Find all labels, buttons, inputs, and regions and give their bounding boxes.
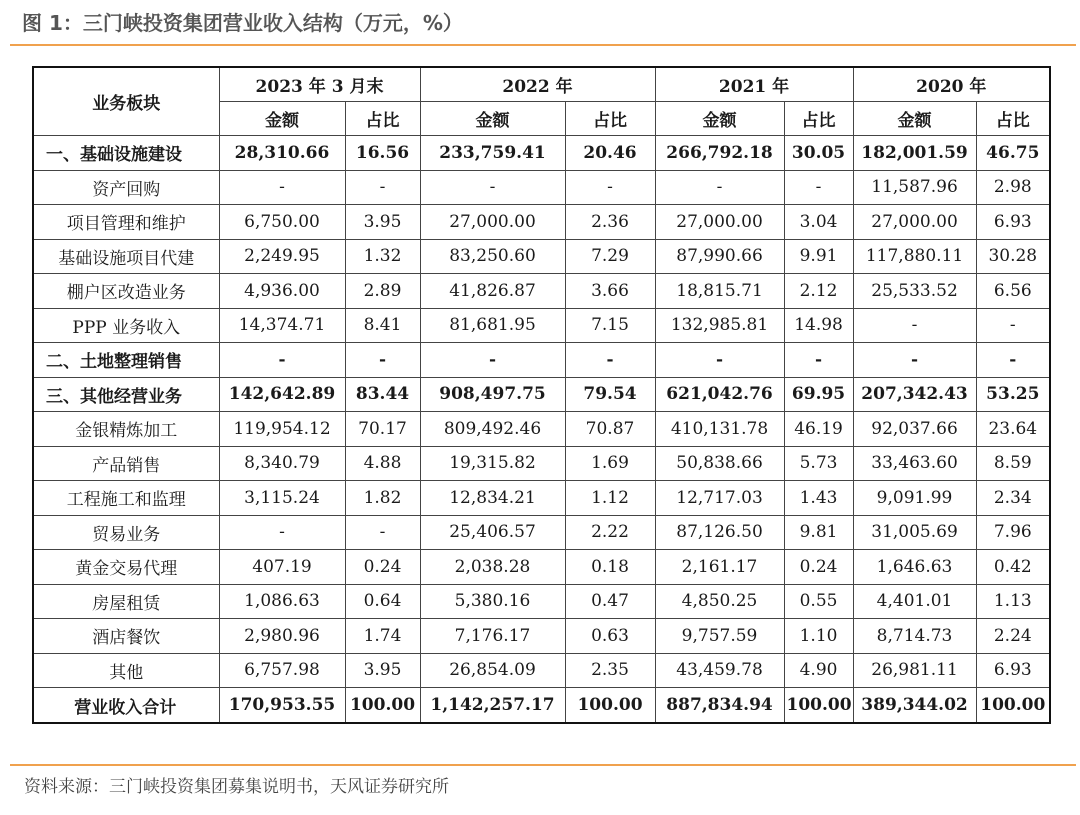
row-label: 项目管理和维护 bbox=[33, 205, 219, 240]
share-cell: 70.87 bbox=[565, 412, 655, 447]
share-cell: 2.98 bbox=[976, 170, 1050, 205]
amount-cell: 11,587.96 bbox=[853, 170, 976, 205]
row-label: 营业收入合计 bbox=[33, 688, 219, 724]
table-row bbox=[33, 412, 1050, 447]
amount-cell: - bbox=[420, 343, 565, 378]
share-cell: 3.95 bbox=[345, 205, 420, 240]
amount-cell: 1,646.63 bbox=[853, 550, 976, 585]
share-cell: 2.22 bbox=[565, 515, 655, 550]
amount-cell: - bbox=[655, 170, 784, 205]
row-label: 酒店餐饮 bbox=[33, 619, 219, 654]
share-cell: 20.46 bbox=[565, 136, 655, 171]
header-amount: 金额 bbox=[219, 102, 345, 136]
amount-cell: 4,401.01 bbox=[853, 584, 976, 619]
share-cell: 1.32 bbox=[345, 239, 420, 274]
amount-cell: 83,250.60 bbox=[420, 239, 565, 274]
amount-cell: - bbox=[655, 343, 784, 378]
amount-cell: 19,315.82 bbox=[420, 446, 565, 481]
amount-cell: 233,759.41 bbox=[420, 136, 565, 171]
table-row bbox=[33, 170, 1050, 205]
table-row bbox=[33, 653, 1050, 688]
amount-cell: 132,985.81 bbox=[655, 308, 784, 343]
header-share: 占比 bbox=[976, 102, 1050, 136]
amount-cell: 266,792.18 bbox=[655, 136, 784, 171]
row-label: 其他 bbox=[33, 653, 219, 688]
amount-cell: - bbox=[853, 343, 976, 378]
source-note: 资料来源：三门峡投资集团募集说明书，天风证券研究所 bbox=[24, 777, 449, 797]
table-row bbox=[33, 239, 1050, 274]
share-cell: 1.69 bbox=[565, 446, 655, 481]
amount-cell: 25,533.52 bbox=[853, 274, 976, 309]
share-cell: 2.89 bbox=[345, 274, 420, 309]
share-cell: 46.75 bbox=[976, 136, 1050, 171]
amount-cell: - bbox=[853, 308, 976, 343]
amount-cell: 5,380.16 bbox=[420, 584, 565, 619]
share-cell: 83.44 bbox=[345, 377, 420, 412]
top-divider bbox=[10, 44, 1076, 46]
share-cell: 8.41 bbox=[345, 308, 420, 343]
amount-cell: 87,126.50 bbox=[655, 515, 784, 550]
share-cell: - bbox=[345, 343, 420, 378]
amount-cell: 809,492.46 bbox=[420, 412, 565, 447]
amount-cell: 2,980.96 bbox=[219, 619, 345, 654]
row-label: 工程施工和监理 bbox=[33, 481, 219, 516]
share-cell: 2.34 bbox=[976, 481, 1050, 516]
amount-cell: - bbox=[219, 170, 345, 205]
row-label: 棚户区改造业务 bbox=[33, 274, 219, 309]
header-share: 占比 bbox=[784, 102, 853, 136]
header-row-periods bbox=[33, 67, 1050, 102]
amount-cell: 182,001.59 bbox=[853, 136, 976, 171]
amount-cell: 41,826.87 bbox=[420, 274, 565, 309]
share-cell: 5.73 bbox=[784, 446, 853, 481]
revenue-structure-table-container bbox=[32, 66, 1046, 724]
figure-title: 图 1：三门峡投资集团营业收入结构（万元，%） bbox=[22, 11, 463, 35]
share-cell: - bbox=[565, 343, 655, 378]
share-cell: - bbox=[784, 343, 853, 378]
share-cell: - bbox=[976, 343, 1050, 378]
header-share: 占比 bbox=[565, 102, 655, 136]
share-cell: 4.90 bbox=[784, 653, 853, 688]
share-cell: 9.81 bbox=[784, 515, 853, 550]
amount-cell: 12,717.03 bbox=[655, 481, 784, 516]
row-label: 房屋租赁 bbox=[33, 584, 219, 619]
amount-cell: 621,042.76 bbox=[655, 377, 784, 412]
share-cell: 23.64 bbox=[976, 412, 1050, 447]
amount-cell: 407.19 bbox=[219, 550, 345, 585]
amount-cell: 908,497.75 bbox=[420, 377, 565, 412]
share-cell: 16.56 bbox=[345, 136, 420, 171]
share-cell: 1.13 bbox=[976, 584, 1050, 619]
share-cell: 0.64 bbox=[345, 584, 420, 619]
share-cell: 6.56 bbox=[976, 274, 1050, 309]
share-cell: 100.00 bbox=[976, 688, 1050, 724]
amount-cell: 14,374.71 bbox=[219, 308, 345, 343]
share-cell: 30.28 bbox=[976, 239, 1050, 274]
header-period: 2023 年 3 月末 bbox=[219, 67, 420, 102]
header-share: 占比 bbox=[345, 102, 420, 136]
amount-cell: 27,000.00 bbox=[655, 205, 784, 240]
share-cell: 3.04 bbox=[784, 205, 853, 240]
row-label: 金银精炼加工 bbox=[33, 412, 219, 447]
amount-cell: 9,091.99 bbox=[853, 481, 976, 516]
share-cell: 100.00 bbox=[345, 688, 420, 724]
amount-cell: 8,714.73 bbox=[853, 619, 976, 654]
table-row bbox=[33, 205, 1050, 240]
header-amount: 金额 bbox=[655, 102, 784, 136]
share-cell: - bbox=[976, 308, 1050, 343]
amount-cell: 3,115.24 bbox=[219, 481, 345, 516]
amount-cell: 87,990.66 bbox=[655, 239, 784, 274]
share-cell: 2.24 bbox=[976, 619, 1050, 654]
amount-cell: 27,000.00 bbox=[420, 205, 565, 240]
row-label: 一、基础设施建设 bbox=[33, 136, 219, 171]
share-cell: - bbox=[565, 170, 655, 205]
header-period: 2022 年 bbox=[420, 67, 655, 102]
amount-cell: 6,750.00 bbox=[219, 205, 345, 240]
amount-cell: 7,176.17 bbox=[420, 619, 565, 654]
share-cell: - bbox=[345, 170, 420, 205]
amount-cell: 27,000.00 bbox=[853, 205, 976, 240]
amount-cell: 1,142,257.17 bbox=[420, 688, 565, 724]
amount-cell: - bbox=[219, 515, 345, 550]
total-row bbox=[33, 688, 1050, 724]
table-row bbox=[33, 274, 1050, 309]
share-cell: 100.00 bbox=[565, 688, 655, 724]
share-cell: 0.42 bbox=[976, 550, 1050, 585]
amount-cell: 31,005.69 bbox=[853, 515, 976, 550]
row-label: PPP 业务收入 bbox=[33, 308, 219, 343]
amount-cell: 887,834.94 bbox=[655, 688, 784, 724]
segment-row bbox=[33, 377, 1050, 412]
share-cell: 0.18 bbox=[565, 550, 655, 585]
share-cell: 2.35 bbox=[565, 653, 655, 688]
amount-cell: 12,834.21 bbox=[420, 481, 565, 516]
row-label: 资产回购 bbox=[33, 170, 219, 205]
table-row bbox=[33, 619, 1050, 654]
share-cell: - bbox=[345, 515, 420, 550]
share-cell: - bbox=[784, 170, 853, 205]
table-row bbox=[33, 584, 1050, 619]
amount-cell: 119,954.12 bbox=[219, 412, 345, 447]
amount-cell: 9,757.59 bbox=[655, 619, 784, 654]
amount-cell: 26,981.11 bbox=[853, 653, 976, 688]
amount-cell: 28,310.66 bbox=[219, 136, 345, 171]
amount-cell: 207,342.43 bbox=[853, 377, 976, 412]
amount-cell: 50,838.66 bbox=[655, 446, 784, 481]
bottom-divider bbox=[10, 764, 1076, 766]
share-cell: 70.17 bbox=[345, 412, 420, 447]
header-period: 2021 年 bbox=[655, 67, 853, 102]
amount-cell: - bbox=[420, 170, 565, 205]
share-cell: 7.96 bbox=[976, 515, 1050, 550]
row-label: 二、土地整理销售 bbox=[33, 343, 219, 378]
share-cell: 1.74 bbox=[345, 619, 420, 654]
amount-cell: 18,815.71 bbox=[655, 274, 784, 309]
header-amount: 金额 bbox=[853, 102, 976, 136]
row-label: 产品销售 bbox=[33, 446, 219, 481]
amount-cell: 4,850.25 bbox=[655, 584, 784, 619]
amount-cell: 410,131.78 bbox=[655, 412, 784, 447]
amount-cell: 92,037.66 bbox=[853, 412, 976, 447]
amount-cell: 2,161.17 bbox=[655, 550, 784, 585]
share-cell: 3.95 bbox=[345, 653, 420, 688]
share-cell: 1.12 bbox=[565, 481, 655, 516]
amount-cell: 170,953.55 bbox=[219, 688, 345, 724]
share-cell: 79.54 bbox=[565, 377, 655, 412]
amount-cell: 33,463.60 bbox=[853, 446, 976, 481]
share-cell: 6.93 bbox=[976, 653, 1050, 688]
share-cell: 0.55 bbox=[784, 584, 853, 619]
header-amount: 金额 bbox=[420, 102, 565, 136]
share-cell: 46.19 bbox=[784, 412, 853, 447]
table-row bbox=[33, 308, 1050, 343]
share-cell: 0.24 bbox=[345, 550, 420, 585]
share-cell: 100.00 bbox=[784, 688, 853, 724]
amount-cell: 2,038.28 bbox=[420, 550, 565, 585]
table-row bbox=[33, 481, 1050, 516]
share-cell: 0.63 bbox=[565, 619, 655, 654]
header-period: 2020 年 bbox=[853, 67, 1050, 102]
amount-cell: 2,249.95 bbox=[219, 239, 345, 274]
share-cell: 30.05 bbox=[784, 136, 853, 171]
share-cell: 69.95 bbox=[784, 377, 853, 412]
share-cell: 14.98 bbox=[784, 308, 853, 343]
amount-cell: 389,344.02 bbox=[853, 688, 976, 724]
share-cell: 0.24 bbox=[784, 550, 853, 585]
table-row bbox=[33, 515, 1050, 550]
row-label: 黄金交易代理 bbox=[33, 550, 219, 585]
amount-cell: 6,757.98 bbox=[219, 653, 345, 688]
share-cell: 9.91 bbox=[784, 239, 853, 274]
amount-cell: 117,880.11 bbox=[853, 239, 976, 274]
revenue-structure-table bbox=[32, 66, 1051, 724]
share-cell: 1.43 bbox=[784, 481, 853, 516]
row-label: 基础设施项目代建 bbox=[33, 239, 219, 274]
amount-cell: - bbox=[219, 343, 345, 378]
share-cell: 53.25 bbox=[976, 377, 1050, 412]
header-business-segment: 业务板块 bbox=[33, 67, 219, 136]
segment-row bbox=[33, 136, 1050, 171]
table-row bbox=[33, 550, 1050, 585]
amount-cell: 25,406.57 bbox=[420, 515, 565, 550]
share-cell: 2.12 bbox=[784, 274, 853, 309]
amount-cell: 81,681.95 bbox=[420, 308, 565, 343]
row-label: 三、其他经营业务 bbox=[33, 377, 219, 412]
amount-cell: 142,642.89 bbox=[219, 377, 345, 412]
share-cell: 7.29 bbox=[565, 239, 655, 274]
share-cell: 2.36 bbox=[565, 205, 655, 240]
share-cell: 3.66 bbox=[565, 274, 655, 309]
share-cell: 4.88 bbox=[345, 446, 420, 481]
amount-cell: 1,086.63 bbox=[219, 584, 345, 619]
table-row bbox=[33, 446, 1050, 481]
amount-cell: 4,936.00 bbox=[219, 274, 345, 309]
share-cell: 1.82 bbox=[345, 481, 420, 516]
share-cell: 7.15 bbox=[565, 308, 655, 343]
share-cell: 1.10 bbox=[784, 619, 853, 654]
amount-cell: 8,340.79 bbox=[219, 446, 345, 481]
share-cell: 6.93 bbox=[976, 205, 1050, 240]
row-label: 贸易业务 bbox=[33, 515, 219, 550]
segment-row bbox=[33, 343, 1050, 378]
amount-cell: 26,854.09 bbox=[420, 653, 565, 688]
share-cell: 8.59 bbox=[976, 446, 1050, 481]
share-cell: 0.47 bbox=[565, 584, 655, 619]
amount-cell: 43,459.78 bbox=[655, 653, 784, 688]
